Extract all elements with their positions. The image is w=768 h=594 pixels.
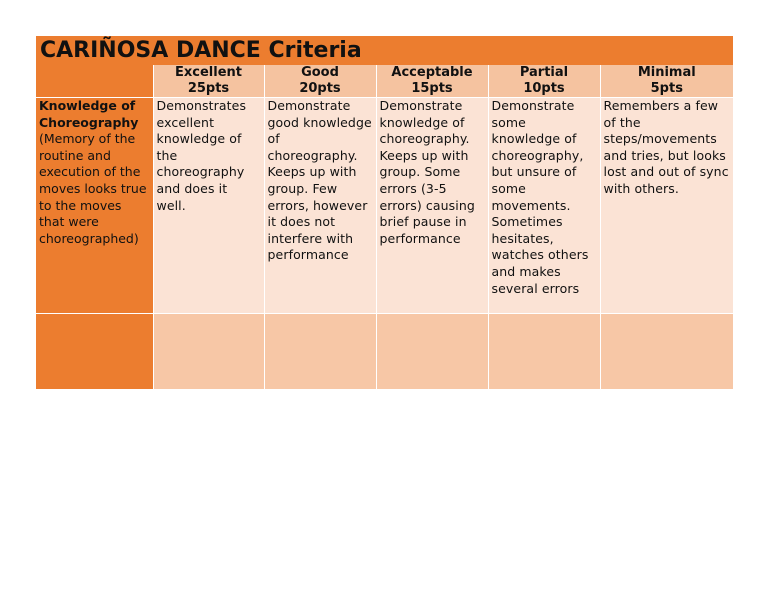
empty-row — [36, 314, 733, 390]
criteria-row — [36, 98, 733, 314]
header-row — [36, 65, 733, 98]
header-excellent — [153, 65, 264, 98]
header-level-points: 25pts — [187, 81, 230, 96]
title-row — [36, 36, 733, 65]
empty-cell — [376, 314, 488, 390]
header-level-points: 20pts — [299, 81, 341, 96]
descriptor-excellent: Demonstrates excellent knowledge of the choreography and does it well. — [153, 98, 264, 314]
header-partial — [488, 65, 600, 98]
descriptor-partial: Demonstrate some knowledge of choreography, but unsure of some movements. Sometimes hesitates, watches others and makes several errors — [488, 98, 600, 314]
descriptor-minimal: Remembers a few of the steps/movements and tries, but looks lost and out of sync with others. — [600, 98, 733, 314]
header-level-points: 15pts — [411, 81, 453, 96]
empty-label-cell — [36, 314, 153, 390]
rubric-table — [36, 36, 733, 389]
header-level-points: 5pts — [650, 81, 683, 96]
rubric-title: CARIÑOSA DANCE Criteria — [36, 36, 733, 65]
header-level-points: 10pts — [523, 81, 565, 96]
header-level-name: Minimal — [637, 65, 696, 80]
criterion-label-cell — [36, 98, 153, 314]
header-acceptable — [376, 65, 488, 98]
descriptor-acceptable: Demonstrate knowledge of choreography. Keeps up with group. Some errors (3-5 errors) causing brief pause in performance — [376, 98, 488, 314]
header-level-name: Good — [301, 65, 339, 80]
header-level-name: Partial — [519, 65, 569, 80]
header-minimal — [600, 65, 733, 98]
empty-cell — [600, 314, 733, 390]
criterion-description: (Memory of the routine and execution of the moves looks true to the moves that were choreographed) — [39, 131, 147, 246]
empty-cell — [153, 314, 264, 390]
header-blank-cell — [36, 65, 153, 98]
descriptor-good: Demonstrate good knowledge of choreography. Keeps up with group. Few errors, however it does not interfere with performance — [264, 98, 376, 314]
empty-cell — [488, 314, 600, 390]
header-level-name: Excellent — [175, 65, 242, 80]
header-good — [264, 65, 376, 98]
empty-cell — [264, 314, 376, 390]
header-level-name: Acceptable — [391, 65, 473, 80]
criterion-name: Knowledge of Choreography — [39, 98, 139, 130]
